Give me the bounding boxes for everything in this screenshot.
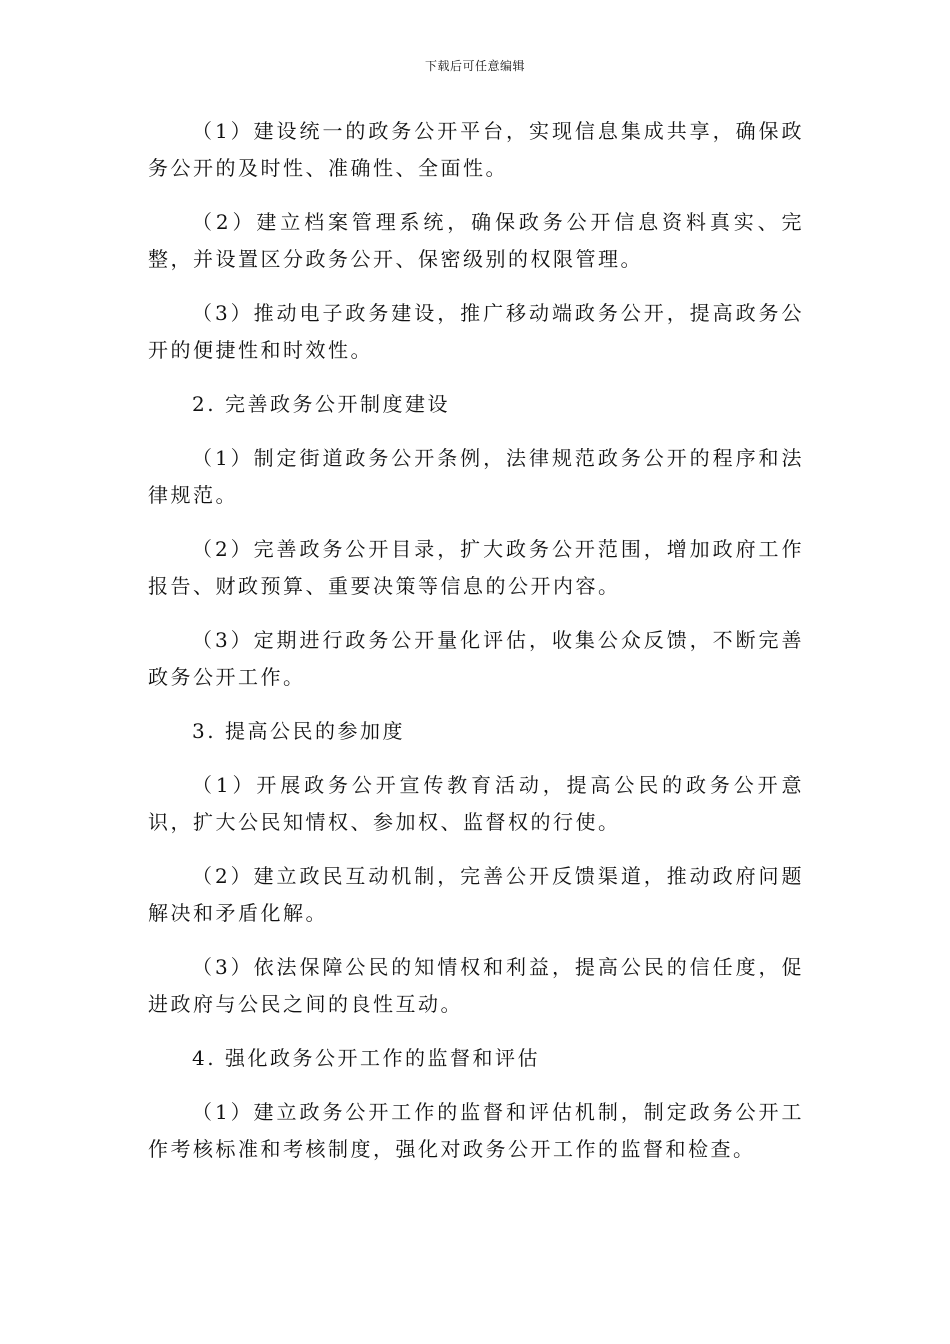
document-body <box>148 113 804 1185</box>
section-heading: 2. 完善政务公开制度建设 <box>192 392 450 416</box>
paragraph: （1）建设统一的政务公开平台，实现信息集成共享，确保政务公开的及时性、准确性、全面性。 <box>148 119 804 180</box>
paragraph: （2）完善政务公开目录，扩大政务公开范围，增加政府工作报告、财政预算、重要决策等信息的公开内容。 <box>148 537 804 598</box>
paragraph: （3）依法保障公民的知情权和利益，提高公民的信任度，促进政府与公民之间的良性互动。 <box>148 955 804 1016</box>
paragraph: （1）开展政务公开宣传教育活动，提高公民的政务公开意识，扩大公民知情权、参加权、监督权的行使。 <box>148 773 804 834</box>
section-heading: 4. 强化政务公开工作的监督和评估 <box>192 1046 540 1070</box>
paragraph: （3）定期进行政务公开量化评估，收集公众反馈，不断完善政务公开工作。 <box>148 628 804 689</box>
paragraph: （3）推动电子政务建设，推广移动端政务公开，提高政务公开的便捷性和时效性。 <box>148 301 804 362</box>
page-header: 下载后可任意编辑 <box>424 59 525 73</box>
paragraph: （1）建立政务公开工作的监督和评估机制，制定政务公开工作考核标准和考核制度，强化对政务公开工作的监督和检查。 <box>148 1100 804 1161</box>
paragraph: （1）制定街道政务公开条例，法律规范政务公开的程序和法律规范。 <box>148 446 804 507</box>
paragraph: （2）建立政民互动机制，完善公开反馈渠道，推动政府问题解决和矛盾化解。 <box>148 864 804 925</box>
section-heading: 3. 提高公民的参加度 <box>192 719 405 743</box>
paragraph: （2）建立档案管理系统，确保政务公开信息资料真实、完整，并设置区分政务公开、保密级别的权限管理。 <box>148 210 804 271</box>
